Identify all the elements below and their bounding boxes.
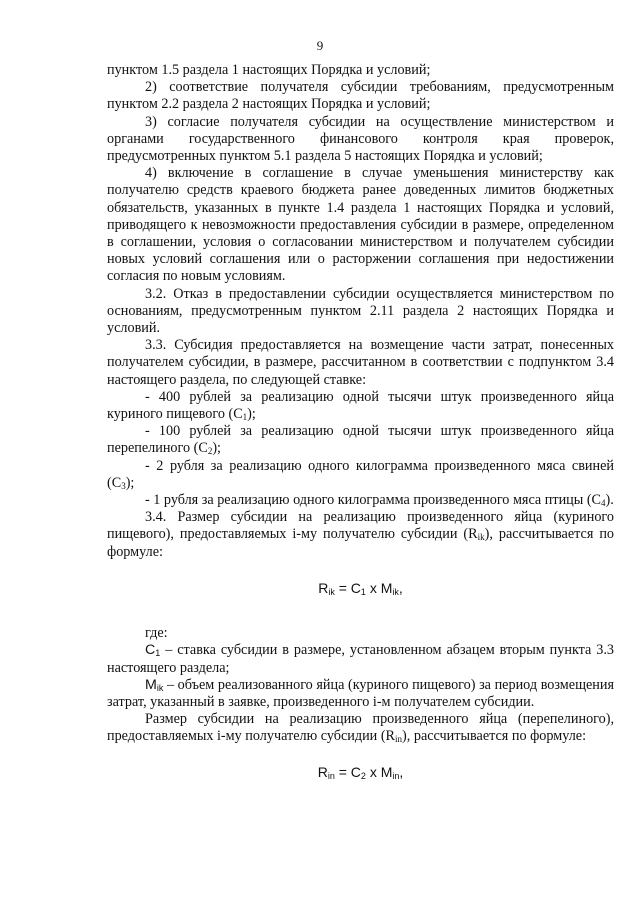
paragraph-3-4: 3.4. Размер субсидии на реализацию произведенного яйца (куриного пищевого), предоставляемых i-му получателю субсидии $(R_{ik})$, рассчитывается по формуле:: [107, 509, 615, 560]
paragraph-quail-egg: Размер субсидии на реализацию произведенного яйца (перепелиного), предоставляемых i-му получателю субсидии $(R_{in})$, рассчитывается по формуле:: [107, 711, 614, 745]
rate-item: - 100 рублей за реализацию одной тысячи штук произведенного яйца перепелиного $(C_2)$;: [107, 423, 614, 457]
definition-c1: $C_1$ – ставка субсидии в размере, установленном абзацем вторым пункта 3.3 настоящего раздела;: [107, 642, 614, 676]
definition-mik: $M_{ik}$ – объем реализованного яйца (куриного пищевого) за период возмещения затрат, указанный в заявке, произведенного i-м получателем субсидии.: [107, 676, 614, 710]
document-body: [107, 62, 614, 781]
paragraph-3-3: 3.3. Субсидия предоставляется на возмещение части затрат, понесенных получателем субсидии, в размере, рассчитанном в соответствии с подпунктом 3.4 настоящего раздела, по следующей ставке:: [107, 337, 614, 388]
paragraph: 3) согласие получателя субсидии на осуществление министерством и органами государственного финансового контроля края проверок, предусмотренных пунктом 5.1 раздела 5 настоящих Порядка и условий;: [107, 113, 614, 165]
formula-quail-egg: $R_{in} = C_2$ x $M_{in}$,: [317, 763, 404, 781]
paragraph: 4) включение в соглашение в случае уменьшения министерству как получателю средств краевого бюджета ранее доведенных лимитов бюджетных обязательств, указанных в пункте 1.4 раздела 1 настоящих Порядка и условий, приводящего к невозможности предоставления субсидии в размере, определенном в соглашении, условия о согласовании министерством и получателем субсидии новых условий соглашения или о расторжении соглашения при недостижении согласия по новым условиям.: [107, 165, 614, 285]
rate-item: - 2 рубля за реализацию одного килограмма произведенного мяса свиней $(C_3)$;: [107, 457, 614, 491]
paragraph: пунктом 1.5 раздела 1 настоящих Порядка и условий;: [107, 62, 431, 78]
page-number: 9: [316, 38, 324, 53]
paragraph: 2) соответствие получателя субсидии требованиям, предусмотренным пунктом 2.2 раздела 2 настоящих Порядка и условий;: [107, 79, 614, 113]
formula-chicken-egg: $R_{ik} = C_1$ x $M_{ik}$,: [318, 579, 403, 597]
paragraph-3-2: 3.2. Отказ в предоставлении субсидии осуществляется министерством по основаниям, предусмотренным пунктом 2.11 раздела 2 настоящих Порядка и условий.: [107, 285, 614, 337]
where-label: где:: [145, 625, 168, 642]
rate-item: - 1 рубля за реализацию одного килограмма произведенного мяса птицы $(C_4)$.: [145, 492, 614, 509]
rate-item: - 400 рублей за реализацию одной тысячи штук произведенного яйца куриного пищевого $(C_1)$;: [107, 388, 614, 423]
